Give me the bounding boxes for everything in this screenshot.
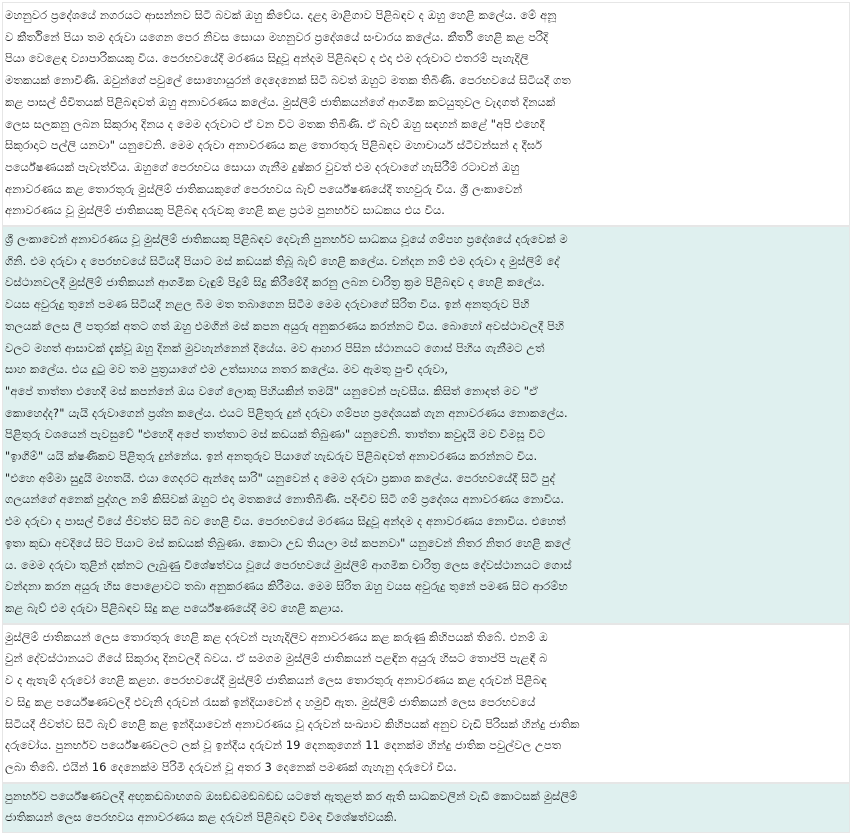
text-line: පුනර්භව පර්යේෂණවලදී අඟුකඬබාඟගබ ඔඝඞඬමඞබඞඩ යටතේ ඇතුළත් කර ඇති සාධකවලින් වැඩි කොටසක් මුස්ලිම්: [5, 789, 578, 803]
text-line: මතකයක් නොවිණි. ඔවුන්ගේ පවුලේ සොහොයුරන් දෙදෙනෙක් සිටි බවත් ඔහුට මතක තිබිණි. පෙරභවයේ සිටියදී ගත: [5, 74, 571, 88]
text-line: එම දරුවා ද පාසල් වියේ ජීවත්ව සිටි බව හෙළි විය. පෙරභවයේ මරණය සිදුවූ අන්දම ද අනාවරණය නොවිය. එහෙත්: [5, 515, 566, 529]
text-line: වස්ථානවලදී මුස්ලිම් ජාතිකයන් ආගමික වැඳුම් පිදුම් සිදු කිරීමේදී කරනු ලබන චාරිත්‍ර ක්‍රම පිළිබඳව ද හෙළි කලේය.: [5, 276, 545, 290]
text-line: දරුවෝය. පුනර්භව පර්යේෂණවලට ලක් වූ ඉන්දීය දරුවන් 19 දෙනකුගෙන් 11 දෙනක්ම හින්දු ජාතික පවුල්වල උපත: [5, 739, 562, 753]
text-line: "ඉාගිම්" යයි ක්ෂණිකව පිළිතුරු දුන්නේය. ඉන් අනතුරුව පියාගේ හැඩරුව පිළිබඳවත් අනාවරණය කරන්නට විය.: [5, 450, 538, 464]
paragraph: [2, 624, 850, 783]
text-line: ගලයන්ගේ අනෙක් පුද්ගල නම් කිසිවක් ඔහුට එදා මතකයේ නොතිබිණි. පදිංචිව සිටි ගම් ප්‍රදේශය අනාවරණය නොවිය.: [5, 493, 565, 507]
text-line: සාහ කලේය. එය දුටු මව තම පුත්‍රයාගේ එම උත්සාහය නතර කලේය. මව ඇමතු පුංචි දරුවා,: [5, 363, 449, 377]
text-line: කොහෙද්ද?" යැයි දරුවාගෙන් ප්‍රශ්න කලේය. එයට පිළිතුරු දුන් දරුවා ගම්පහ ප්‍රදේශයක් ගැන අනාවරණය නොකලේය.: [5, 406, 568, 420]
text-line: ජාතිකයන් ලෙස පෙරභවය අනාවරණය කළ දරුවන් පිළිබඳව විමඳ විශේෂත්වයකි.: [5, 811, 398, 825]
paragraph: [2, 226, 850, 624]
text-line: පර්යේෂණයක් පැවැත්වීය. ඔහුගේ පෙරභවය සොයා ගැනීම දුෂ්කර වුවත් එම දරුවාගේ හැසිරීම් රටාවන් ඔහු: [5, 160, 520, 174]
text-line: පියා වෙළෙඳ ව්‍යාපාරිකයකු විය. පෙරභවයේදී මරණය සිදුවූ අන්දම පිළිබඳව ද එදා එම දරුවාට එතරම් පැහැදිලි: [5, 52, 529, 66]
text-line: සිටියදී ජීවත්ව සිටි බැව් හෙළි කළ ඉන්දියාවෙන් අනාවරණය වූ දරුවන් සංඛ්‍යාව කිහිපයක් අනුව වැඩි පිරිසක් හින්දු ජාතික: [5, 717, 580, 731]
text-line: ය. මෙම දරුවා තුළින් දක්නට ලැබුණු විශේෂත්වය වූයේ පෙරභවයේ මුස්ලිම් ආගමික චාරිත්‍ර ලෙස දේවස්ථානයට ගොස්: [5, 558, 572, 572]
text-line: "අපේ තාත්තා එහෙදී මස් කපන්නේ ඔය වගේ ලොකු පිහියකින් තමයි" යනුවෙන් පැවසීය. කිසිත් නොදත් මව "ඒ: [5, 384, 538, 398]
text-line: වන්දනා කරන අයුරු හිස පොළොවට තබා අනුකරණය කිරීමය. මෙම සිරිත ඔහු වයස අවුරුදු තුනේ පමණ සිට ආරම්භ: [5, 580, 568, 594]
text-line: මුස්ලිම් ජාතිකයන් ලෙස තොරතුරු හෙළි කළ දරුවන් පැහැදිලිව අනාවරණය කළ කරුණු කිහිපයක් තිබේ. එනම් ඔ: [5, 630, 548, 644]
text-line: ඉතා කුඩා අවදියේ සිට පියාට මස් කඩයක් තිබුණා. කොටා උඩ තියලා මස් කපනවා" යනුවෙන් නිතර නිතර හෙළි කලේ: [5, 536, 571, 550]
text-line: ලබා තිබේ. එයින් 16 දෙනෙක්ම පිරිමි දරුවන් වූ අතර 3 දෙනෙක් පමණක් ගැහැනු දරුවෝ විය.: [5, 760, 457, 774]
paragraph: [2, 2, 850, 226]
paragraph: [2, 783, 850, 833]
text-line: කළ බැව් එම දරුවා පිළිබඳව සිදු කළ පර්යේෂණයේදී මව හෙළි කළාය.: [5, 601, 344, 615]
text-line: කළ පාසල් ජීවිතයක් පිළිබඳවත් ඔහු අනාවරණය කලේය. මුස්ලිම් ජාතිකයන්ගේ ආගමික කටයුතුවල වැදගත් දිනයක්: [5, 95, 556, 109]
text-line: ව ද ඇතැම් දරුවෝ හෙළි කළහ. පෙරභවයේදී මුස්ලිම් ජාතිකයන් ලෙස තොරතුරු අනාවරණය කළ දරුවන් පිළිබඳ: [5, 674, 547, 688]
text-line: තලයක් ලෙස ලී පතුරක් අතට ගත් ඔහු එමගින් මස් කපන අයුරු අනුකරණය කරන්නට විය. බොහෝ අවස්ථාවලදී පිහි: [5, 319, 565, 333]
text-line: "එහෙ අම්මා සුදුයි මහතයි. එයා ගෙදරට ඇන්දෙ සාරි" යනුවෙන් ද මෙම දරුවා ප්‍රකාශ කලේය. පෙරභවයේදී සිටි පුද්: [5, 471, 555, 485]
text-line: ව සිදු කළ පර්යේෂණවලදී එවැනි දරුවන් රැසක් ඉන්දියාවෙන් ද හමුවී ඇත. මුස්ලිම් ජාතිකයන් ලෙස පෙරභවයේ: [5, 695, 536, 709]
text-line: වුන් දේවස්ථානයට ගියේ සිකුරාදා දිනවලදී බවය. ඒ සමගම මුස්ලිම් ජාතිකයන් පළඳින අයුරු හිසට තොප්පි පැළඳී බ: [5, 652, 548, 666]
text-line: පිළිතුරු වශයෙන් පැවසුවේ "එහෙදී අපේ තාත්තාට මස් කඩයක් තිබුණා" යනුවෙනි. තාත්තා කවුදැයි මව විමසූ විට: [5, 428, 546, 442]
text-line: වයස අවුරුදු තුනේ පමණ සිටියදී නළල බිම මත තබාගෙන සිටීම මෙම දරුවාගේ සිරිත විය. ඉන් අනතුරුව පිහි: [5, 298, 530, 312]
text-line: මහනුවර ප්‍රදේශයේ නගරයට ආසන්නව සිටි බවක් ඔහු කිවේය. දළදා මාළිගාව පිළිබඳව ද ඔහු හෙළි කලේය. මේ අනූ: [5, 9, 557, 22]
text-line: වලට මහත් ආසාවක් දැක්වූ ඔහු දිනක් මුවහැන්නෙන් දියේය. මව ආහාර පිසින ස්ථානයට ගොස් පිහිය ගැනීමට උත්: [5, 341, 545, 355]
text-line: ගිනි. එම දරුවා ද පෙරභවයේ සිටියදී පියාට මස් කඩයක් තිබූ බැව් හෙළි කලේය. චන්දන නම් එම දරුවා ද මුස්ලිම් දේ: [5, 254, 560, 268]
document-body: [2, 2, 850, 825]
text-line: අනාවරණය කළ තොරතුරු මුස්ලිම් ජාතිකයකුගේ පෙරභවය බැව් පර්යේෂණයේදී තහවුරු විය. ශ්‍රී ලංකාවෙන්: [5, 182, 523, 196]
text-line: ව කීර්තිනේ පියා තම දරුවා යගෙන පෙර නිවස සොයා මහනුවර ප්‍රදේශයේ සංචාරය කලේය. කීර්ති හෙළි කළ පරිදි: [5, 30, 549, 44]
text-line: ශ්‍රී ලංකාවෙන් අනාවරණය වූ මුස්ලිම් ජාතිකයකු පිළිබඳව දෙවැනි පුනර්භව සාධකය වූයේ ගම්පහ ප්‍රදේශයේ දරුවෙක් ම: [5, 233, 568, 247]
text-line: ලෙස සලකනු ලබන සිකුරාදා දිනය ද මෙම දරුවාට ඒ වන විට මතක තිබිණි. ඒ බැව් ඔහු සඳහන් කළේ "අපි එහෙදී: [5, 117, 545, 131]
text-line: අනාවරණය වූ මුස්ලිම් ජාතිකයකු පිළිබඳ දරුවකු හෙළි කළ ප්‍රථම පුනර්භව සාධකය එය විය.: [5, 204, 446, 218]
text-line: සිකුරාදාට පල්ලි යනවා" යනුවෙනි. මෙම දරුවා අනාවරණය කළ තොරතුරු පිළිබඳව මහාචාර්ය ස්ටීවන්සන් ද දීර්ඝ: [5, 139, 542, 153]
